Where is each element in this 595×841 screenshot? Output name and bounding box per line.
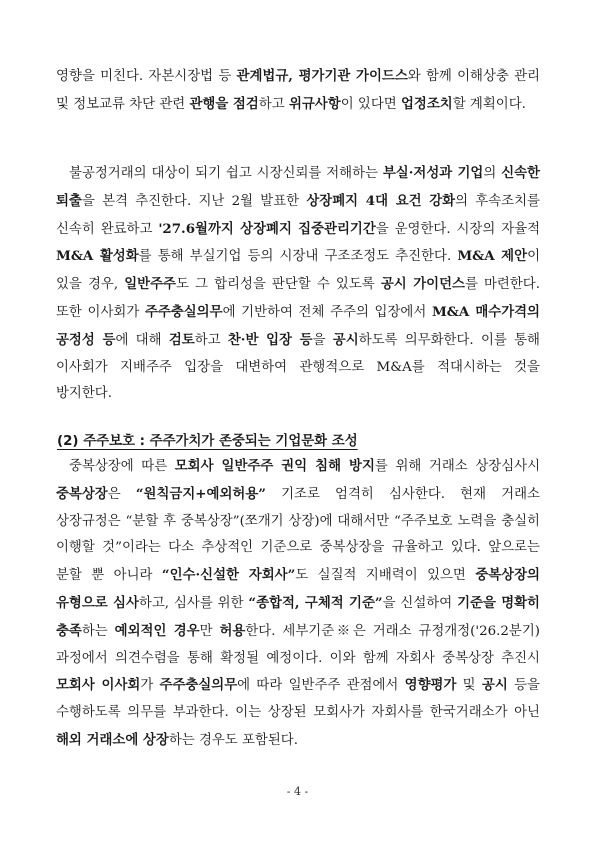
body-text: 의: [483, 166, 502, 181]
body-text: 가: [140, 678, 160, 694]
body-text: 하고: [194, 332, 228, 348]
emphasis-text: 공시: [481, 677, 508, 694]
emphasis-text: “원칙금지+예외허용”: [135, 485, 266, 502]
section-heading: [57, 432, 541, 452]
emphasis-text: 공시: [332, 331, 359, 348]
body-text: 을 본격 추진한다. 지난 2월 발표한: [81, 193, 307, 209]
emphasis-text: M&A 매수가격의 공정성 등: [56, 303, 540, 348]
body-text: 하는: [81, 623, 115, 639]
emphasis-text: 관계법규, 평가기관 가이드스: [236, 68, 408, 84]
emphasis-text: 업정조치: [400, 95, 453, 112]
body-text: 불공정거래의 대상이 되기 쉽고 시장신뢰를 저해하는: [69, 166, 383, 181]
body-text: 에 기반하여 전체 주주의 입장에서: [222, 304, 432, 320]
emphasis-text: 해외 거래소에 상장: [56, 731, 169, 748]
emphasis-text: 기준을 명확히 충족: [56, 594, 540, 639]
paragraph-1: [56, 63, 540, 119]
body-text: 도 그 합리성을 판단할 수 있도록: [175, 277, 381, 293]
body-text: 을 신설하여: [382, 595, 458, 611]
emphasis-text: 중복상장: [56, 485, 108, 502]
emphasis-text: “종합적, 구체적 기준”: [248, 594, 383, 611]
emphasis-text: 상장폐지 4대 요건 강화: [306, 192, 456, 209]
body-text: 이 있다면: [340, 96, 401, 112]
body-text: 등을 수행하도록 의무를 부과한다. 이는 상장된 모회사가 자회사를 한국거래소가 아닌: [56, 678, 540, 721]
emphasis-text: 주주충실의무: [159, 677, 238, 694]
emphasis-text: 예외적인 경우: [114, 622, 200, 639]
body-text: 을 운영한다. 시장의 자율적: [375, 221, 540, 237]
body-text: 을: [312, 332, 333, 348]
body-text: 할 계획이다.: [452, 96, 526, 112]
body-text: 하고: [258, 96, 289, 112]
section-heading-text: (2) 주주보호 : 주주가치가 존중되는 기업문화 조성: [57, 434, 358, 449]
emphasis-text: M&A 제안: [457, 248, 528, 265]
body-text: 를 통해 부실기업 등의 시장내 구조조정도 추진한다.: [138, 249, 458, 265]
body-text: 영향을 미친다. 자본시장법 등: [56, 69, 237, 84]
emphasis-text: 위규사항: [288, 95, 341, 112]
paragraph-3: [56, 453, 540, 755]
body-text: 하고, 심사를 위한: [138, 595, 249, 611]
body-text: 하도록 의무화한다. 이를 통해 이사회가 지배주주 입장을 대변하여 관행적으로 M&A를 적대시하는 것을 방지한다.: [56, 332, 540, 402]
emphasis-text: M&A 활성화: [56, 248, 139, 265]
body-text: 하는 경우도 포함된다.: [168, 732, 298, 748]
emphasis-text: 공시 가이던스: [380, 276, 465, 293]
page-number: - 4 -: [286, 785, 309, 798]
emphasis-text: 허용: [219, 622, 246, 639]
body-text: 에 따라 일반주주 관점에서: [237, 678, 405, 694]
emphasis-text: 모회사 이사회: [56, 677, 141, 694]
paragraph-2: [56, 160, 540, 408]
emphasis-text: 모회사 일반주주 권익 침해 방지: [174, 458, 375, 474]
emphasis-text: 주주충실의무: [144, 303, 223, 320]
body-text: 를 위해 거래소 상장심사시: [374, 459, 541, 474]
emphasis-text: 신속한 퇴출: [56, 165, 540, 209]
emphasis-text: “인수·신설한 자회사”: [161, 567, 296, 584]
body-text: 의 후속조치를 신속히 완료하고: [56, 193, 540, 237]
body-text: 에 대해: [115, 332, 169, 348]
body-text: 은: [107, 486, 136, 502]
emphasis-text: '27.6월까지 상장폐지 집중관리기간: [158, 220, 376, 237]
emphasis-text: 영향평가: [404, 677, 457, 694]
emphasis-text: 일반주주: [124, 276, 176, 293]
emphasis-text: 중복상장의 유형으로 심사: [56, 567, 540, 611]
body-text: 및: [456, 678, 482, 694]
emphasis-text: 찬·반 입장 등: [227, 331, 313, 348]
body-text: 도 실질적 지배력이 있으면: [295, 568, 476, 584]
body-text: 이 있을 경우,: [56, 249, 540, 293]
emphasis-text: 관행을 점검: [189, 95, 259, 112]
body-text: 기조로 엄격히 심사한다. 현재 거래소 상장규정은 “분할 후 중복상장”(쪼개기 상장)에 대해서만 “주주보호 노력을 충실히 이행할 것”이라는 다소 추상적인 기준으로 중복상장을 규율하고 있다. 앞으로는 분할 뿐 아니라: [56, 486, 540, 584]
body-text: 만: [199, 623, 220, 639]
body-text: 를 마련한다. 또한 이사회가: [56, 277, 540, 320]
body-text: 중복상장에 따른: [69, 459, 175, 474]
emphasis-text: 검토: [168, 331, 195, 348]
emphasis-text: 부실·저성과 기업: [382, 165, 484, 181]
body-text: 와 함께 이해상충 관리 및 정보교류 차단 관련: [56, 69, 540, 112]
body-text: 한다. 세부기준※은 거래소 규정개정('26.2분기) 과정에서 의견수렴을 통해 확정될 예정이다. 이와 함께 자회사 중복상장 추진시: [56, 623, 540, 666]
